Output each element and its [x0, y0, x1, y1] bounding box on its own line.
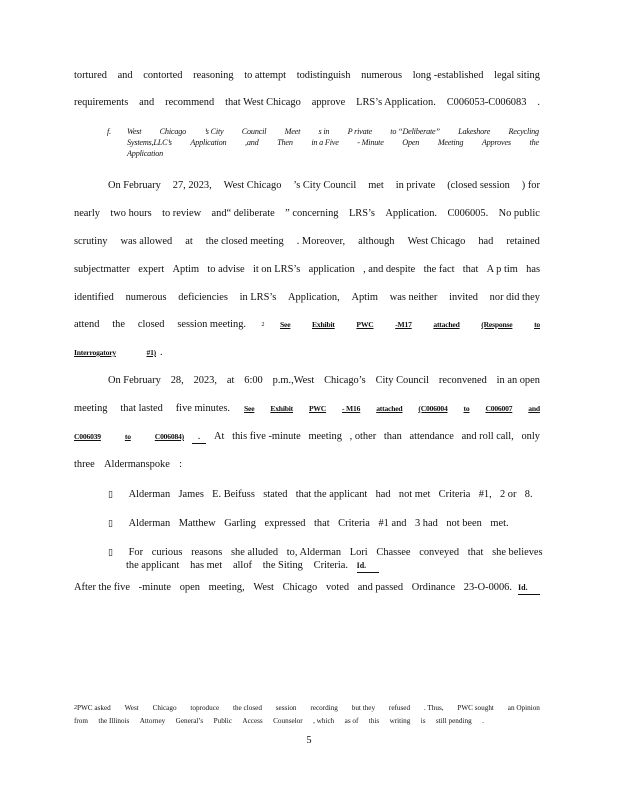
bullet-item-2	[108, 517, 509, 530]
word: Council	[241, 127, 267, 136]
word: she believes	[492, 547, 543, 558]
word: s in	[318, 127, 330, 136]
word: meeting,	[208, 582, 245, 593]
word: to review	[162, 208, 202, 219]
word: to	[534, 320, 540, 329]
word: Approves	[481, 138, 511, 147]
word: Attorney	[139, 717, 166, 726]
p2-line-6-text	[74, 319, 246, 331]
p3-line-2-text	[74, 403, 230, 415]
heading-row-3: Application	[127, 149, 164, 158]
word: On February	[108, 375, 161, 386]
word: ’s City Council	[293, 180, 357, 191]
word: Recycling	[508, 127, 539, 136]
word: 6:00	[244, 375, 263, 386]
word: On February	[108, 180, 161, 191]
word: only	[521, 431, 540, 442]
word: attendance	[409, 431, 454, 442]
bullet-item-3	[108, 546, 543, 559]
word: - Minute	[357, 138, 384, 147]
word: had	[478, 236, 494, 247]
word: attached	[433, 320, 460, 329]
word: PWC asked	[77, 704, 111, 712]
heading-row-2	[107, 137, 539, 148]
word: met.	[490, 518, 509, 529]
word: ’s City	[204, 127, 224, 136]
word: West Chicago	[223, 180, 282, 191]
p3-line-2	[74, 403, 540, 415]
word: (closed session	[447, 180, 510, 191]
word: .	[537, 97, 540, 108]
heading-row-1	[127, 126, 539, 137]
word: voted	[325, 582, 350, 593]
section-heading-f	[107, 126, 539, 159]
word: Aldermanspoke	[104, 459, 170, 470]
word: , other	[349, 431, 377, 442]
word: Alderman	[128, 518, 171, 529]
word: at	[226, 375, 235, 386]
word: Exhibit	[270, 404, 293, 413]
p4-line-1-text	[74, 582, 512, 595]
word: still pending	[435, 717, 472, 726]
word: to “Deliberate”	[390, 127, 440, 136]
word: session meeting.	[177, 319, 246, 330]
word: Garling	[224, 518, 256, 529]
word: Lori	[349, 547, 368, 558]
word: E. Beifuss	[212, 489, 255, 500]
word: had	[375, 489, 391, 500]
word: C006053-C006083	[446, 97, 527, 108]
exhibit-ref-m17-cont[interactable]	[74, 347, 156, 359]
p2-line-7	[74, 347, 540, 359]
word: as of	[344, 717, 359, 726]
word: approve	[311, 97, 346, 108]
word: #1)	[146, 348, 156, 357]
word: reconvened	[438, 375, 487, 386]
word: nearly	[74, 208, 100, 219]
p3-line-3-period: .	[192, 431, 206, 444]
word: C006007	[485, 404, 513, 413]
page-number: 5	[306, 735, 312, 746]
p1-line-1	[74, 70, 540, 82]
word: C006039	[74, 432, 101, 441]
word: at	[185, 236, 193, 247]
word: For	[128, 547, 144, 558]
word: but they	[351, 704, 376, 712]
word: numerous	[361, 70, 403, 81]
word: meeting	[74, 403, 108, 414]
word: 28,	[170, 375, 184, 386]
word: C006005.	[447, 208, 489, 219]
word: Application,	[288, 292, 340, 303]
word: stated	[263, 489, 288, 500]
word: PWC	[308, 404, 327, 413]
word: in an open	[496, 375, 540, 386]
word: toproduce	[190, 704, 220, 712]
word: requirements	[74, 97, 129, 108]
p3-line-3-text	[214, 431, 540, 444]
word: identified	[74, 292, 114, 303]
word: James	[178, 489, 204, 500]
word: to attempt	[244, 70, 287, 81]
word: . Moreover,	[296, 236, 346, 247]
word: that the applicant	[295, 489, 368, 500]
word: Access	[242, 717, 263, 726]
word: Ordinance	[411, 582, 456, 593]
word: General’s	[175, 717, 204, 726]
bullet-3-text-2	[126, 560, 348, 572]
word: the Illinois	[98, 717, 130, 726]
word: Exhibit	[312, 320, 335, 329]
word: :	[179, 459, 182, 470]
word: 23-O-0006.	[463, 582, 512, 593]
word: West	[124, 704, 139, 712]
word: #1,	[478, 489, 492, 500]
word: -M17	[395, 320, 412, 329]
word: A p tim	[486, 264, 518, 275]
word: subjectmatter	[74, 264, 130, 275]
p3-line-4-text	[74, 459, 182, 471]
p2-line-6	[74, 319, 540, 331]
word: recommend	[165, 97, 215, 108]
word: 2 or	[500, 489, 517, 500]
word: Matthew	[178, 518, 216, 529]
word: refused	[388, 704, 411, 712]
word: Chicago	[282, 582, 318, 593]
word: Aptim	[351, 292, 378, 303]
word: West	[253, 582, 274, 593]
footnote-line-1	[77, 703, 540, 716]
word: , which	[313, 717, 335, 726]
word: Chicago’s	[324, 375, 366, 386]
word: Lakeshore	[458, 127, 491, 136]
word: long -established	[412, 70, 484, 81]
word: (C006004	[418, 404, 448, 413]
word: C006084)	[154, 432, 184, 441]
word: expert	[138, 264, 165, 275]
word: conveyed	[419, 547, 460, 558]
word: Aptim	[172, 264, 200, 275]
heading-marker: f.	[107, 127, 111, 136]
word: p.m.,West	[272, 375, 315, 386]
word: not been	[446, 518, 482, 529]
word: Chicago	[159, 127, 187, 136]
word: meeting	[308, 431, 342, 442]
word: LRS’s Application.	[356, 97, 436, 108]
word: recording	[310, 704, 338, 712]
p3-line-3	[74, 431, 540, 444]
word: numerous	[125, 292, 167, 303]
word: deficiencies	[178, 292, 228, 303]
word: West Chicago	[407, 236, 466, 247]
word: reasons	[191, 547, 223, 558]
word: that West Chicago	[225, 97, 301, 108]
word: Interrogatory	[74, 348, 116, 357]
word: in a Five	[311, 138, 339, 147]
word: and passed	[357, 582, 404, 593]
word: . Thus,	[423, 704, 444, 712]
exhibit-ref-m16[interactable]	[244, 403, 540, 415]
word: PWC	[356, 320, 374, 329]
bullet-icon: ▯	[108, 489, 113, 499]
bullet-3-text	[129, 547, 543, 559]
word: application	[308, 264, 355, 275]
p3-line-1	[108, 375, 540, 387]
word: (Response	[481, 320, 513, 329]
word: and	[139, 97, 155, 108]
word: and“ deliberate	[211, 208, 275, 219]
word: attached	[376, 404, 403, 413]
bullet-item-1	[108, 488, 533, 501]
word: to	[124, 432, 131, 441]
word: than	[383, 431, 402, 442]
word: Meeting	[437, 138, 464, 147]
word: allof	[232, 560, 252, 571]
word: reasoning	[193, 70, 234, 81]
word: nor did they	[489, 292, 540, 303]
p1-line-2	[74, 97, 540, 109]
p2-line-1	[108, 180, 540, 192]
word: 3 had	[415, 518, 438, 529]
word: an Opinion	[507, 704, 540, 712]
word: closed	[137, 319, 165, 330]
exhibit-ref-m17[interactable]	[280, 319, 540, 331]
bullet-3-continuation	[126, 560, 379, 573]
word: the closed	[232, 704, 262, 712]
word: not met	[398, 489, 431, 500]
word: Application	[190, 138, 227, 147]
word: 2023,	[193, 375, 217, 386]
word: Criteria	[438, 489, 471, 500]
word: the	[529, 138, 539, 147]
word: was allowed	[120, 236, 173, 247]
word: writing	[389, 717, 411, 726]
word: this five -minute	[232, 431, 301, 442]
word: Public	[213, 717, 232, 726]
word: Counselor	[273, 717, 303, 726]
word: three	[74, 459, 95, 470]
word: Application.	[385, 208, 438, 219]
word: -minute	[138, 582, 171, 593]
word: to, Alderman	[286, 547, 342, 558]
word: that	[467, 547, 484, 558]
word: two hours	[110, 208, 152, 219]
word: the closed meeting	[205, 236, 284, 247]
word: Systems,LLC’s	[127, 138, 172, 147]
word: and roll call,	[461, 431, 514, 442]
exhibit-ref-m16-cont[interactable]	[74, 431, 184, 444]
word: ,and	[245, 138, 259, 147]
word: Chassee	[376, 547, 411, 558]
word: five minutes.	[175, 403, 230, 414]
word: At	[214, 431, 225, 442]
word: LRS’s	[348, 208, 375, 219]
word: that	[462, 264, 479, 275]
word: the	[112, 319, 125, 330]
word: City Council	[375, 375, 429, 386]
word: that lasted	[120, 403, 163, 414]
word: scrutiny	[74, 236, 108, 247]
bullet-2-text	[129, 518, 509, 530]
word: has met	[190, 560, 223, 571]
word: was neither	[389, 292, 438, 303]
word: Chicago	[152, 704, 177, 712]
id-ref: Id.	[518, 582, 540, 595]
word: After the five	[74, 582, 130, 593]
word: invited	[449, 292, 478, 303]
word: todistinguish	[296, 70, 351, 81]
word: tortured	[74, 70, 107, 81]
word: in private	[395, 180, 436, 191]
word: legal siting	[494, 70, 540, 81]
word: session	[275, 704, 297, 712]
word: met	[368, 180, 384, 191]
word: is	[420, 717, 426, 726]
word: Open	[402, 138, 420, 147]
word: Then	[277, 138, 293, 147]
p2-line-2	[74, 208, 540, 220]
word: , and despite	[363, 264, 416, 275]
word: P rivate	[347, 127, 372, 136]
word: expressed	[264, 518, 306, 529]
id-ref: Id.	[357, 560, 379, 573]
word: See	[244, 404, 255, 413]
word: this	[368, 717, 380, 726]
word: No public	[498, 208, 540, 219]
p2-line-5	[74, 292, 540, 304]
word: it on LRS’s	[252, 264, 301, 275]
word: 27, 2023,	[172, 180, 212, 191]
word: 8.	[524, 489, 533, 500]
word: ) for	[521, 180, 540, 191]
bullet-1-text	[129, 489, 533, 501]
word: from	[74, 717, 88, 726]
footnote-ref-2[interactable]: 2	[261, 322, 265, 328]
p2-line-4	[74, 264, 540, 276]
word: to advise	[207, 264, 245, 275]
bullet-icon: ▯	[108, 518, 113, 528]
word: - M16	[342, 404, 361, 413]
word: Meet	[284, 127, 301, 136]
p2-line-3	[74, 236, 540, 248]
word: the applicant	[126, 560, 180, 571]
word: ” concerning	[285, 208, 339, 219]
word: she alluded	[231, 547, 279, 558]
word: that	[314, 518, 330, 529]
word: See	[280, 320, 291, 329]
word: in LRS’s	[239, 292, 277, 303]
footnote	[74, 703, 540, 727]
word: Alderman	[128, 489, 171, 500]
word: attend	[74, 319, 100, 330]
footnote-line-2	[74, 716, 484, 727]
word: Criteria	[338, 518, 370, 529]
footnote-number: 2	[74, 705, 77, 711]
bullet-icon: ▯	[108, 547, 113, 557]
word: although	[358, 236, 395, 247]
word: .	[482, 717, 484, 726]
word: West	[127, 127, 142, 136]
word: contorted	[143, 70, 183, 81]
word: curious	[151, 547, 183, 558]
word: PWC sought	[457, 704, 494, 712]
word: retained	[506, 236, 540, 247]
word: open	[179, 582, 200, 593]
word: the Siting	[262, 560, 303, 571]
p3-line-4	[74, 459, 540, 471]
word: and	[528, 404, 540, 413]
word: to	[463, 404, 470, 413]
p2-line-7-end: .	[160, 347, 163, 358]
word: and	[117, 70, 133, 81]
word: the fact	[423, 264, 455, 275]
word: #1 and	[378, 518, 407, 529]
word: has	[526, 264, 540, 275]
word: Criteria.	[313, 560, 348, 571]
p4-line-1	[74, 582, 540, 595]
